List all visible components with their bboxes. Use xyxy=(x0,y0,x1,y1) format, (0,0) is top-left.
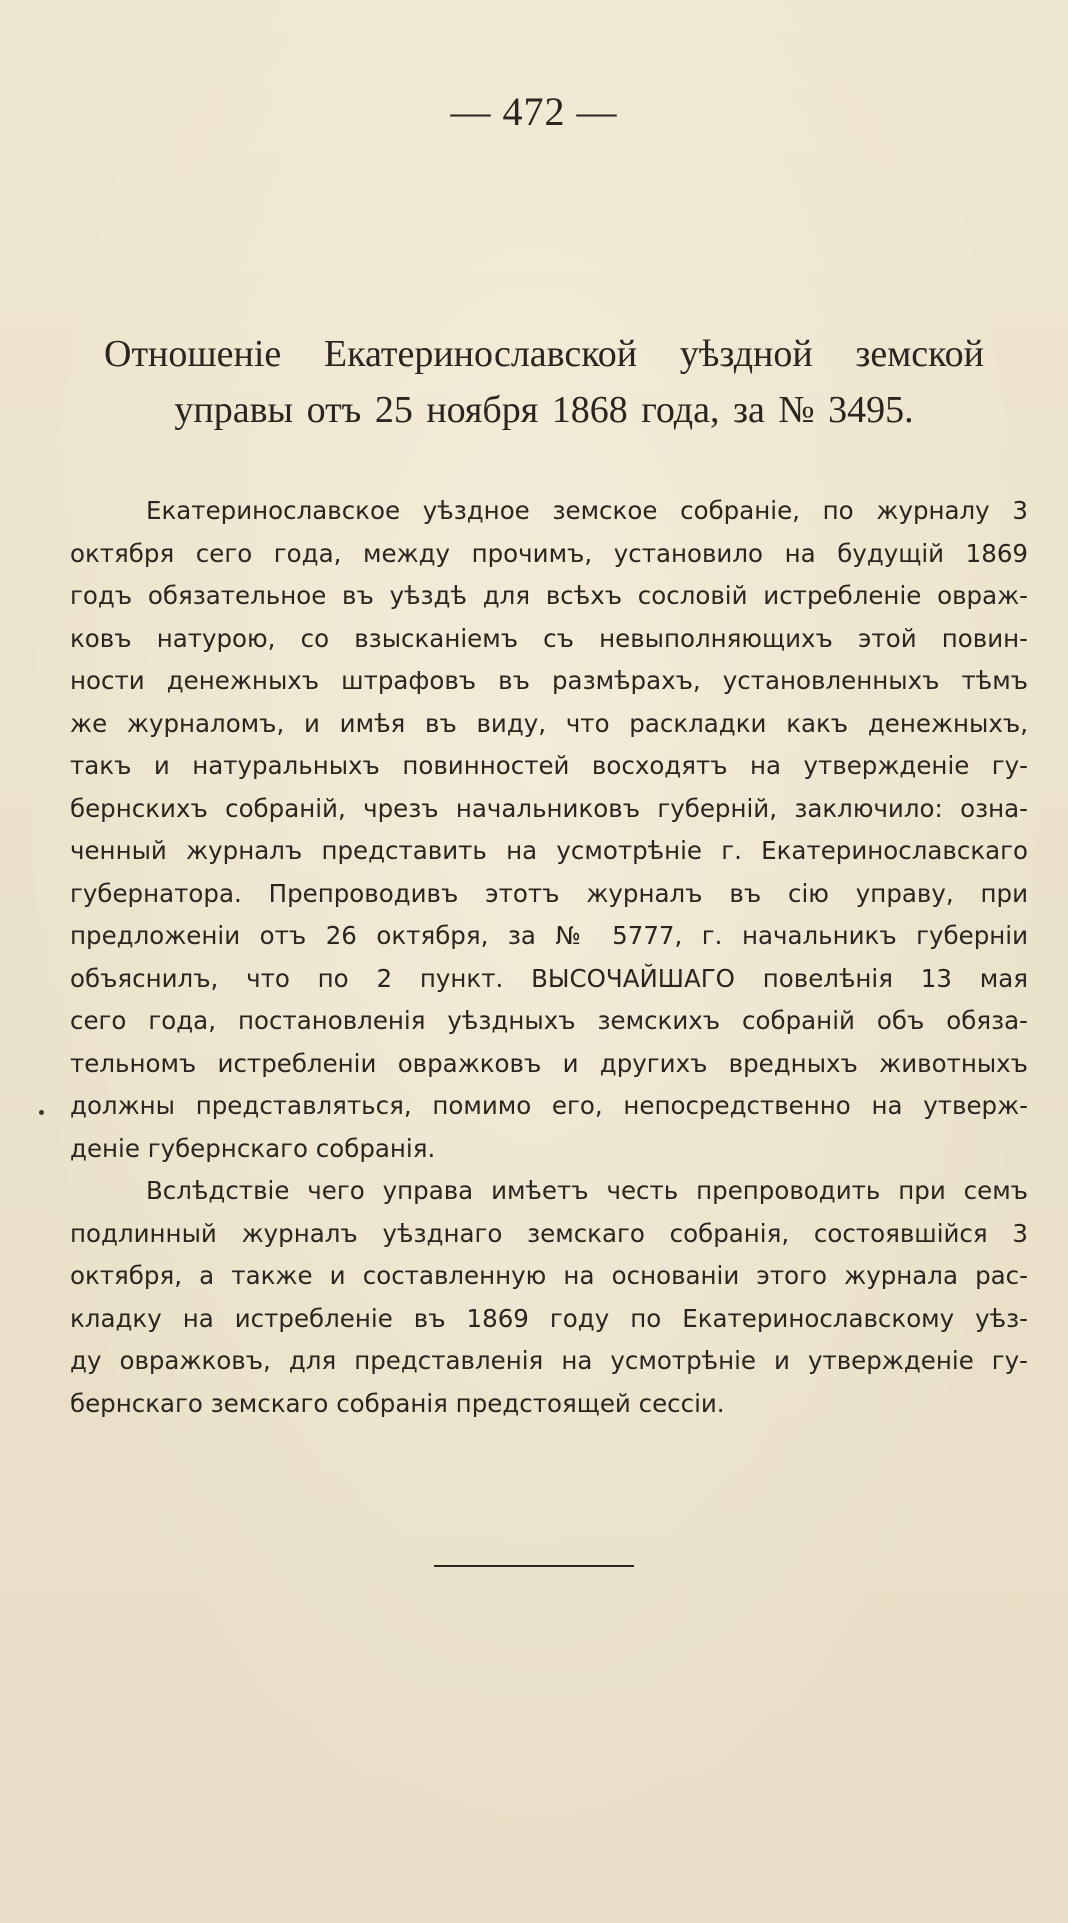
text-line: годъ обязательное въ уѣздѣ для всѣхъ сословiй истребленiе овраж- xyxy=(70,581,1028,610)
text-line: объяснилъ, что по 2 пункт. ВЫСОЧАЙШАГО повелѣнiя 13 мая xyxy=(70,963,1028,993)
text-line: же журналомъ, и имѣя въ виду, что раскладки какъ денежныхъ, xyxy=(70,708,1028,738)
text-line: сего года, постановленiя уѣздныхъ земскихъ собранiй объ обяза- xyxy=(70,1006,1028,1035)
text-line: ковъ натурою, со взысканiемъ съ невыполняющихъ этой повин- xyxy=(70,623,1028,653)
text-line: ности денежныхъ штрафовъ въ размѣрахъ, установленныхъ тѣмъ xyxy=(70,666,1028,695)
text-line: тельномъ истребленiи овражковъ и другихъ вредныхъ животныхъ xyxy=(70,1048,1028,1078)
text-line: Вслѣдствiе чего управа имѣетъ честь препроводить при семъ xyxy=(146,1176,1028,1205)
text-line: такъ и натуральныхъ повинностей восходятъ на утвержденiе гу- xyxy=(70,751,1028,780)
text-line: подлинный журналъ уѣзднаго земскаго собранiя, состоявшiйся 3 xyxy=(70,1218,1028,1248)
paragraph-2 xyxy=(70,1170,1028,1425)
text-line: ду овражковъ, для представленiя на усмотрѣнiе и утвержденiе гу- xyxy=(70,1346,1028,1375)
text-line: кладку на истребленiе въ 1869 году по Екатеринославскому уѣз- xyxy=(70,1303,1028,1333)
text-line: бернскаго земскаго собранiя предстоящей сессiи. xyxy=(70,1388,725,1418)
body-text xyxy=(70,490,1028,1425)
text-line: ченный журналъ представить на усмотрѣнiе г. Екатеринославскаго xyxy=(70,836,1028,865)
page-number: — 472 — xyxy=(450,89,618,134)
text-line: бернскихъ собранiй, чрезъ начальниковъ губернiй, заключило: озна- xyxy=(70,793,1028,823)
text-line: денiе губернскаго собранiя. xyxy=(70,1133,436,1163)
text-line: октября сего года, между прочимъ, установило на будущiй 1869 xyxy=(70,538,1028,568)
document-title: Отношенiе Екатеринославской уѣздной земской управы отъ 25 ноября 1868 года, за № 3495. xyxy=(104,333,984,431)
paragraph-1 xyxy=(70,490,1028,1170)
text-line: октября, а также и составленную на основанiи этого журнала рас- xyxy=(70,1261,1028,1290)
text-line: предложенiи отъ 26 октября, за № 5777, г. начальникъ губернiи xyxy=(70,921,1028,950)
text-line: губернатора. Препроводивъ этотъ журналъ въ сiю управу, при xyxy=(70,878,1028,908)
text-line: Екатеринославское уѣздное земское собранiе, по журналу 3 xyxy=(146,496,1028,525)
text-line: должны представляться, помимо его, непосредственно на утверж- xyxy=(70,1091,1028,1120)
end-divider-rule xyxy=(434,1565,634,1567)
ink-speck xyxy=(39,1110,44,1115)
